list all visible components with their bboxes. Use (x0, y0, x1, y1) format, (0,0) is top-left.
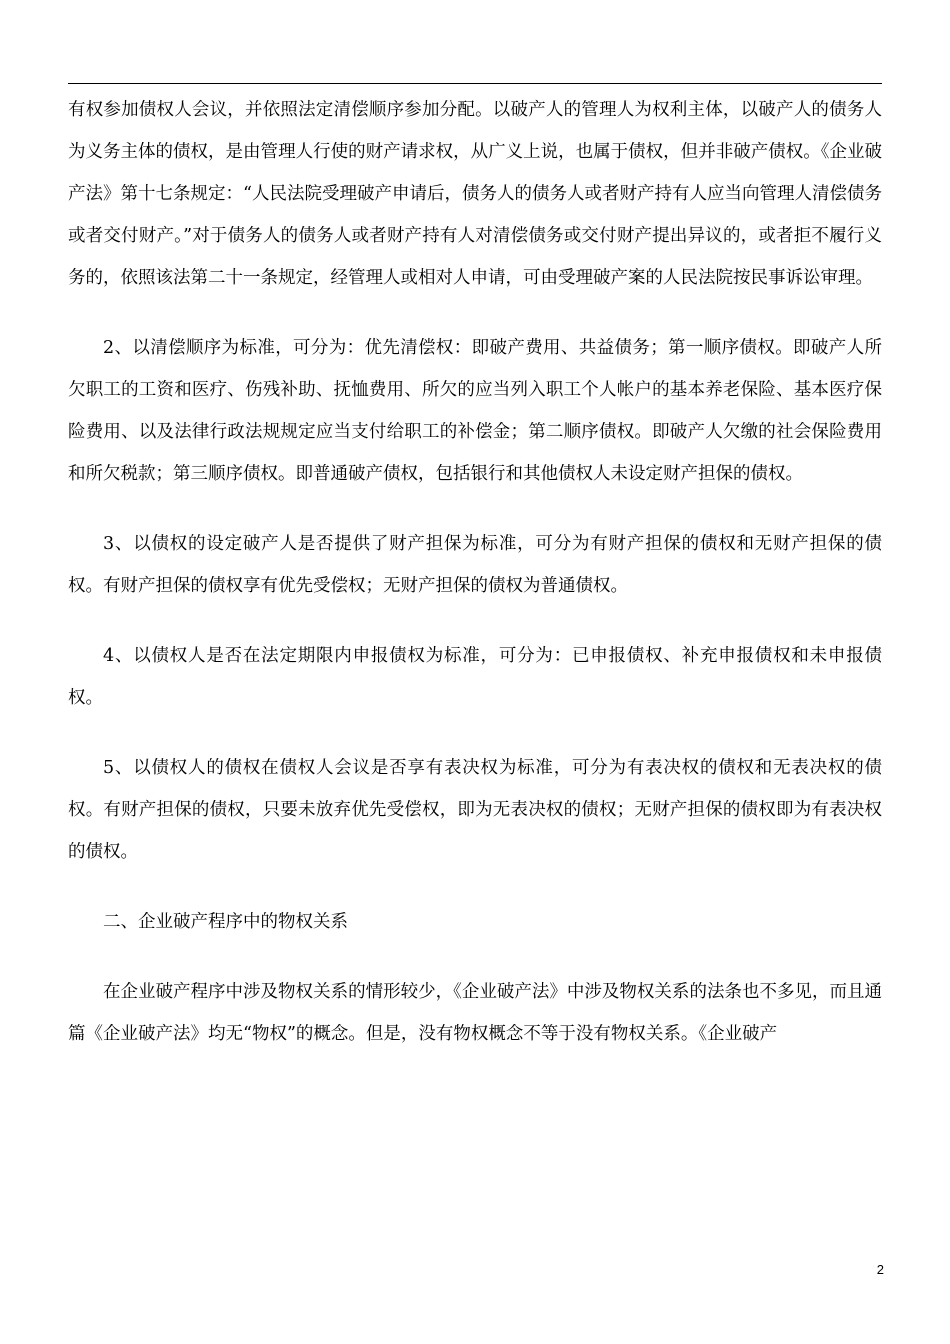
header-rule (68, 83, 882, 84)
paragraph-declared-claims: 4、以债权人是否在法定期限内申报债权为标准，可分为：已申报债权、补充申报债权和未申报债权。 (68, 646, 882, 708)
paragraph-property-relations: 在企业破产程序中涉及物权关系的情形较少，《企业破产法》中涉及物权关系的法条也不多见，而且通篇《企业破产法》均无“物权”的概念。但是，没有物权概念不等于没有物权关系。《企业破产 (68, 982, 882, 1044)
paragraph-clearing-order: 2、以清偿顺序为标准，可分为：优先清偿权：即破产费用、共益债务；第一顺序债权。即破产人所欠职工的工资和医疗、伤残补助、抚恤费用、所欠的应当列入职工个人帐户的基本养老保险、基本医疗保险费用、以及法律行政法规规定应当支付给职工的补偿金；第二顺序债权。即破产人欠缴的社会保险费用和所欠税款；第三顺序债权。即普通破产债权，包括银行和其他债权人未设定财产担保的债权。 (68, 338, 882, 484)
document-body (68, 89, 882, 1055)
paragraph-continuation: 有权参加债权人会议，并依照法定清偿顺序参加分配。以破产人的管理人为权利主体，以破产人的债务人为义务主体的债权，是由管理人行使的财产请求权，从广义上说，也属于债权，但并非破产债权。《企业破产法》第十七条规定：“人民法院受理破产申请后，债务人的债务人或者财产持有人应当向管理人清偿债务或者交付财产。”对于债务人的债务人或者财产持有人对清偿债务或交付财产提出异议的，或者拒不履行义务的，依照该法第二十一条规定，经管理人或相对人申请，可由受理破产案的人民法院按民事诉讼审理。 (68, 100, 882, 288)
paragraph-voting-rights: 5、以债权人的债权在债权人会议是否享有表决权为标准，可分为有表决权的债权和无表决权的债权。有财产担保的债权，只要未放弃优先受偿权，即为无表决权的债权；无财产担保的债权即为有表决权的债权。 (68, 758, 882, 862)
page-number: 2 (876, 1262, 884, 1277)
paragraph-secured-claims: 3、以债权的设定破产人是否提供了财产担保为标准，可分为有财产担保的债权和无财产担保的债权。有财产担保的债权享有优先受偿权；无财产担保的债权为普通债权。 (68, 534, 882, 596)
section-heading: 二、企业破产程序中的物权关系 (103, 912, 348, 932)
